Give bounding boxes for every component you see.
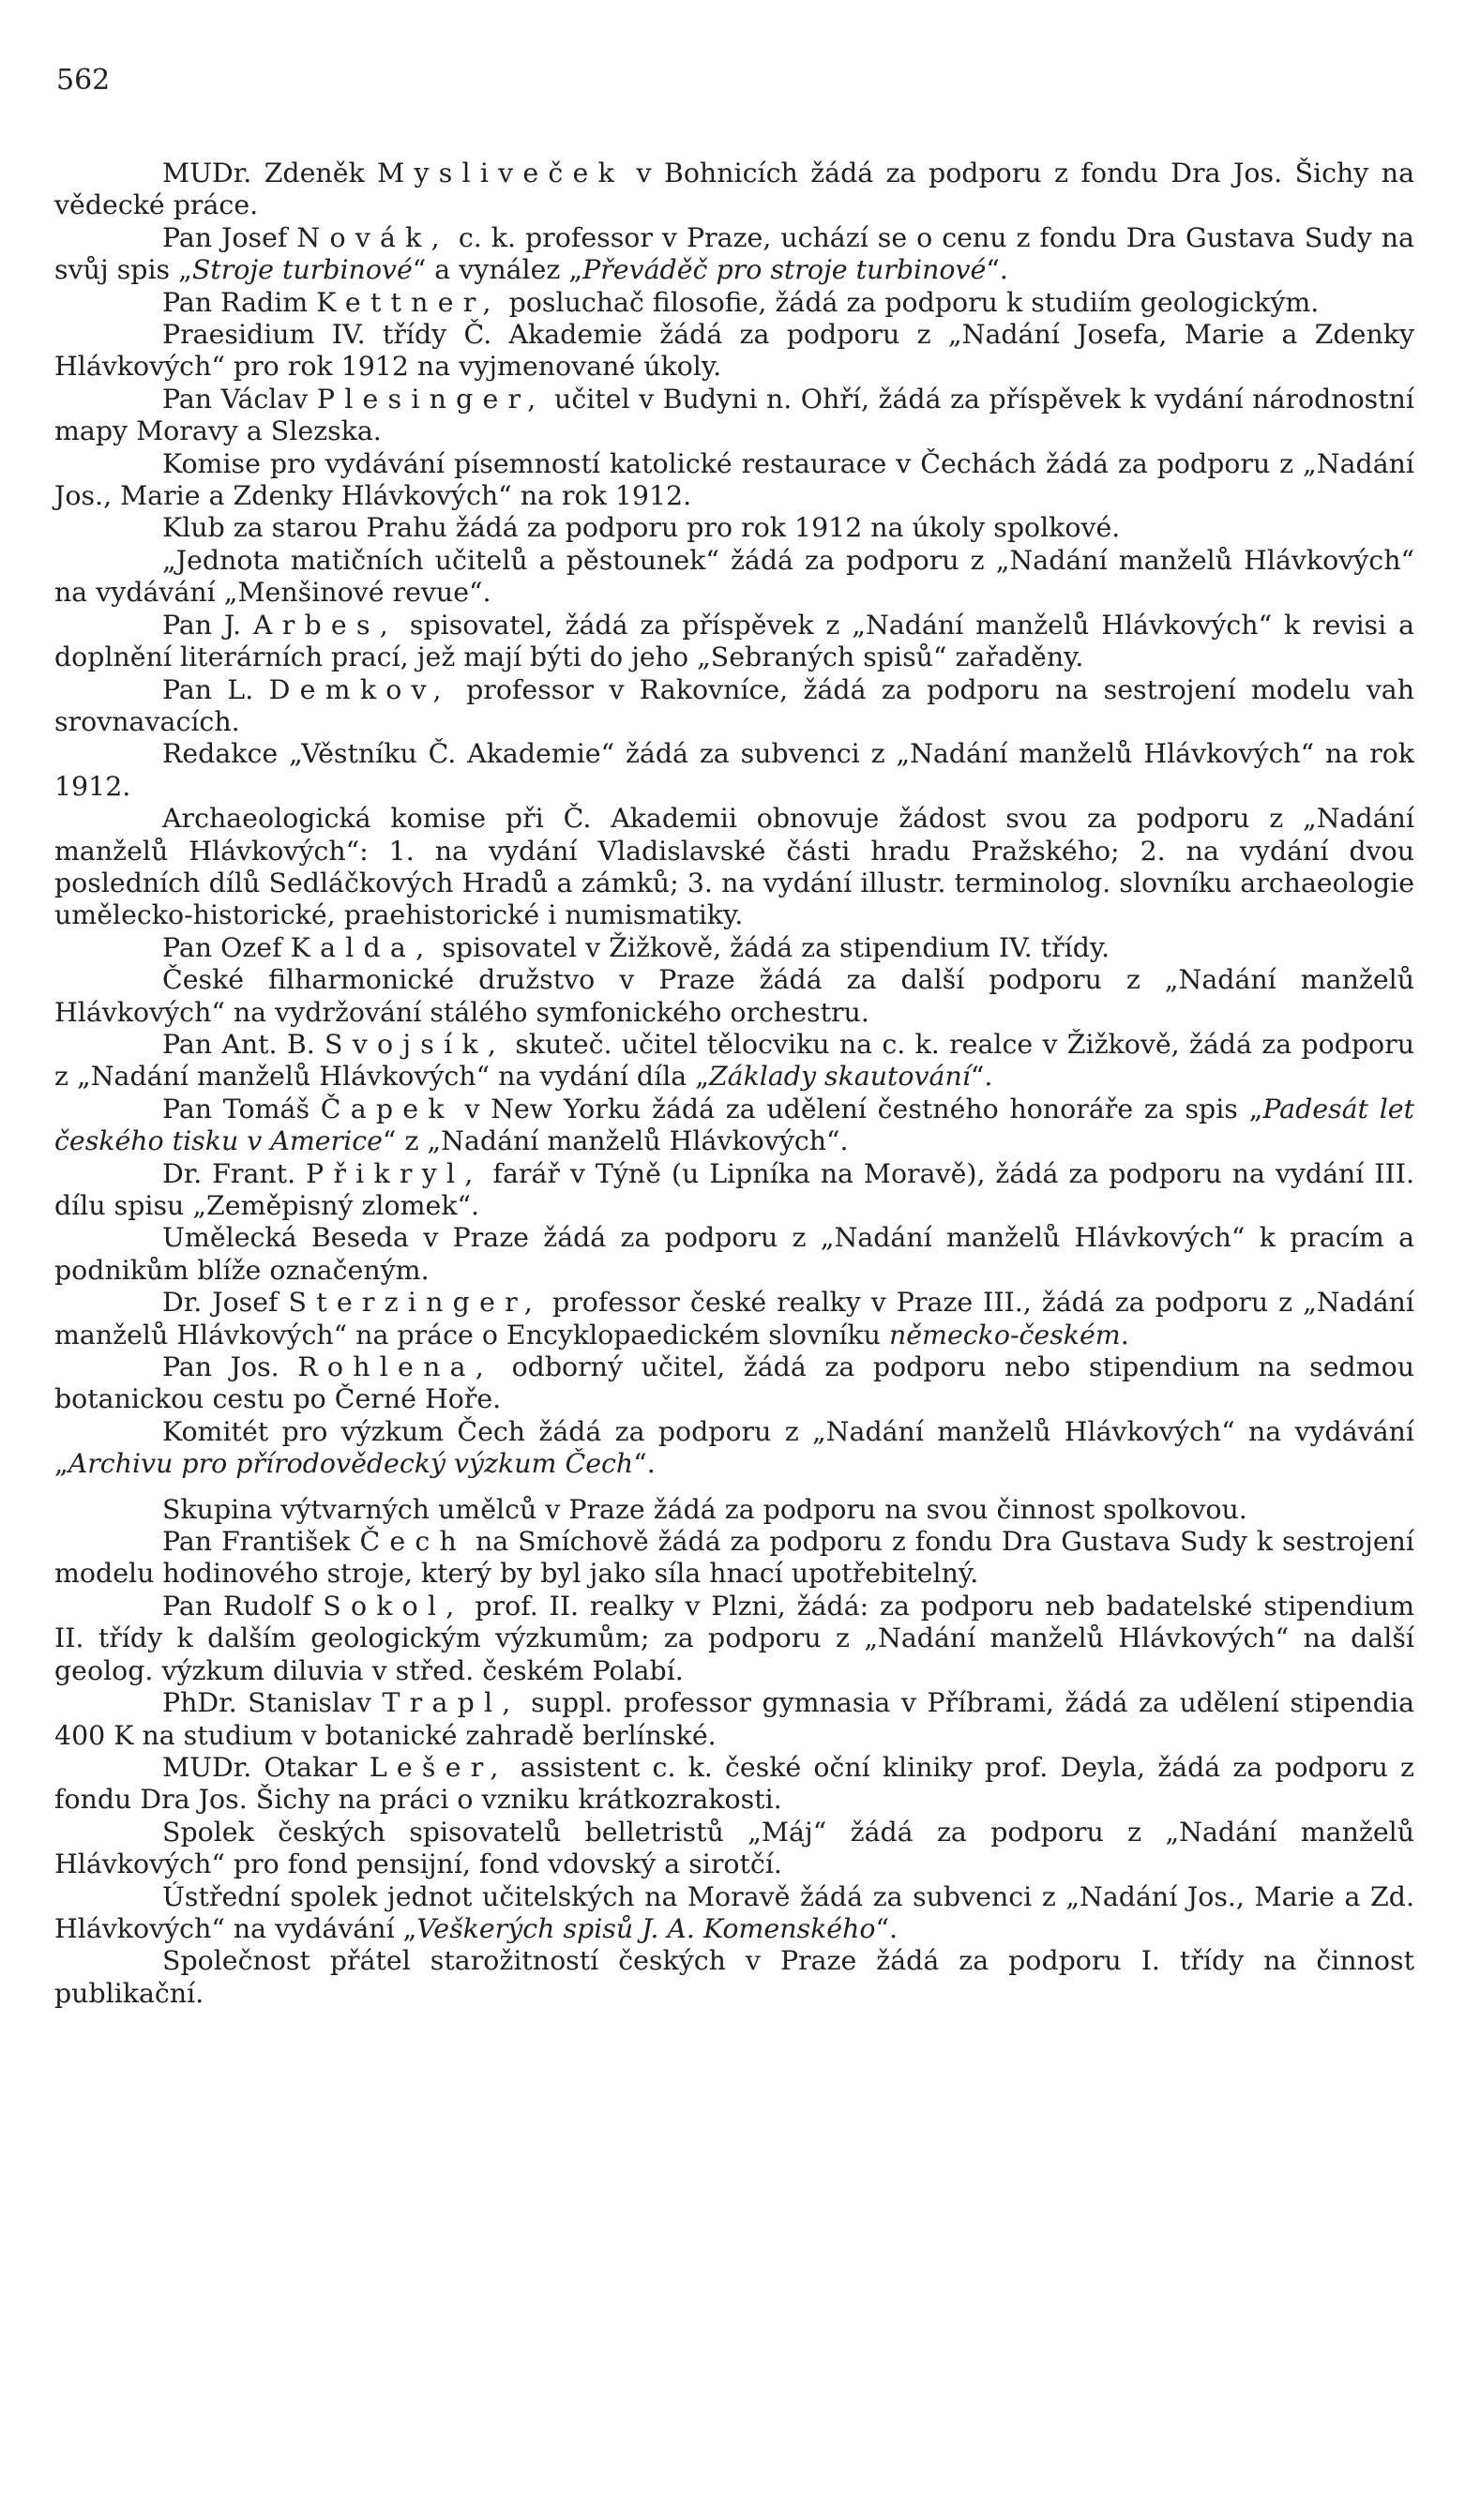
entry-italic-title: Převáděč pro stroje turbinové [582,254,987,286]
entry-text: Redakce „Věstníku Č. Akademie“ žádá za subvenci z „Nadání manželů Hlávkových“ na rok 1912. [54,738,1414,802]
entry-spaced-name: Arbes, [253,609,398,641]
entry-text: Pan L. [162,673,269,705]
entry-text: Klub za starou Prahu žádá za podporu pro rok 1912 na úkoly spolkové. [162,512,1121,544]
entry-italic-title: Archivu pro přírodovědecký výzkum Čech [68,1448,634,1480]
entry-text: Skupina výtvarných umělců v Praze žádá za podporu na svou činnost spolkovou. [162,1493,1247,1525]
page-number: 562 [56,64,111,97]
entry-text: Pan František [162,1526,360,1558]
entry-text: České filharmonické družstvo v Praze žádá za další podporu z „Nadání manželů Hlávkových“ na vydržování stálého symfonického orchestru. [54,964,1414,1028]
entry-paragraph [54,158,1414,222]
entry-spaced-name: Sokol, [323,1590,464,1622]
entry-text: Archaeologická komise při Č. Akademii obnovuje žádost svou za podporu z „Nadání manželů Hlávkových“: 1. na vydání Vladislavské části hradu Pražského; 2. na vydání dvou posledních dílů Sedláčkových Hradů a zámků; 3. na vydání illustr. terminolog. slovníku archaeologie umělecko-historické, praehistorické i numismatiky. [54,803,1414,931]
entry-italic-title: Veškerých spisů J. A. Komenského [416,1912,876,1944]
entry-text: professor v Rakovníce, žádá za podporu na sestrojení modelu vah srovnavacích. [54,673,1414,737]
entry-text: na Smíchově žádá za podporu z fondu Dra Gustava Sudy k sestrojení modelu hodinového stroje, který by byl jako síla hnací upotřebitelný. [54,1526,1414,1590]
entry-text: Pan Josef [162,221,297,253]
entry-paragraph [54,384,1414,448]
entry-paragraph [54,1287,1414,1351]
entry-text: Dr. Josef [162,1287,289,1319]
entry-spaced-name: Kalda, [290,931,434,963]
entry-paragraph [54,1817,1414,1881]
entry-spaced-name: Přikryl, [306,1157,483,1189]
entry-paragraph [54,1351,1414,1416]
entry-paragraph [54,1222,1414,1287]
entry-paragraph [54,932,1414,964]
entry-text: Pan Jos. [162,1351,298,1383]
entry-text: farář v Týně (u Lipníka na Moravě), žádá za podporu na vydání III. dílu spisu „Zeměpisný zlomek“. [54,1157,1414,1221]
entry-text: v Bohnicích žádá za podporu z fondu Dra Jos. Šichy na vědecké práce. [54,158,1414,221]
entry-text: Komitét pro výzkum Čech žádá za podporu z „Nadání manželů Hlávkových“ na vydávání „ [54,1415,1414,1480]
entry-paragraph [54,1029,1414,1094]
entry-spaced-name: Trapl, [382,1687,521,1719]
entry-paragraph [54,964,1414,1029]
entry-paragraph [54,610,1414,674]
entry-text: Pan Tomáš [162,1093,321,1124]
entry-paragraph [54,1687,1414,1752]
entry-spaced-name: Demkov, [268,673,451,705]
entry-text: “ z „Nadání manželů Hlávkových“. [382,1125,849,1157]
entry-paragraph [54,1881,1414,1946]
entry-text: “. [633,1448,656,1480]
entry-paragraph [54,512,1414,544]
entry-paragraph [54,1945,1414,2010]
entry-text: Pan Ant. B. [162,1028,325,1060]
page-body [54,158,1414,2010]
entry-paragraph [54,287,1414,319]
entry-spaced-name: Čech [359,1526,467,1558]
entry-text: prof. II. realky v Plzni, žádá: za podporu neb badatelské stipendium II. třídy k dalším geologickým výzkumům; za podporu z „Nadání manželů Hlávkových“ na další geolog. výzkum diluvia v střed. českém Polabí. [54,1590,1415,1686]
entry-text: Umělecká Beseda v Praze žádá za podporu z „Nadání manželů Hlávkových“ k pracím a podnikům blíže označeným. [54,1222,1414,1286]
entry-paragraph [54,674,1414,739]
entry-spaced-name: Rohlena, [297,1351,493,1383]
entry-text: . [1120,1319,1129,1351]
entry-paragraph [54,1752,1414,1817]
entry-text: posluchač filosofie, žádá za podporu k studiím geologickým. [500,286,1320,318]
entry-text: Pan Radim [162,286,317,318]
entry-text: “. [875,1912,899,1944]
entry-text: skuteč. učitel tělocviku na c. k. realce v Žižkově, žádá za podporu z „Nadání manželů Hlávkových“ na vydání díla „ [54,1028,1414,1093]
entry-paragraph [54,448,1414,513]
entry-spaced-name: Kettner, [316,286,501,318]
entry-text: professor české realky v Praze III., žádá za podporu z „Nadání manželů Hlávkových“ na práce o Encyklopaedickém slovníku [54,1287,1415,1351]
entry-text: Komise pro vydávání písemností katolické restaurace v Čechách žádá za podporu z „Nadání Jos., Marie a Zdenky Hlávkových“ na rok 1912. [54,447,1414,512]
entry-text: odborný učitel, žádá za podporu nebo stipendium na sedmou botanickou cestu po Černé Hoře. [54,1351,1414,1415]
entry-spaced-name: Plesinger, [316,383,546,415]
entry-paragraph [54,1494,1414,1526]
entry-text: Pan Václav [162,383,317,415]
entry-text: suppl. professor gymnasia v Příbrami, žádá za udělení stipendia 400 K na studium v botanické zahradě berlínské. [54,1687,1414,1751]
entry-text: Společnost přátel starožitností českých v Praze žádá za podporu I. třídy na činnost publikační. [54,1945,1414,2009]
entry-text: spisovatel v Žižkově, žádá za stipendium IV. třídy. [433,931,1110,963]
entry-spaced-name: Čapek [320,1093,454,1124]
entry-text: Pan Ozef [162,931,291,963]
entry-text: Ústřední spolek jednot učitelských na Moravě žádá za subvenci z „Nadání Jos., Marie a Zd. Hlávkových“ na vydávání „ [54,1880,1414,1944]
entry-text: Pan J. [162,609,253,641]
entry-paragraph [54,1158,1414,1223]
entry-text: Spolek českých spisovatelů belletristů „Máj“ žádá za podporu z „Nadání manželů Hlávkových“ pro fond pensijní, fond vdovský a sirotčí. [54,1816,1414,1880]
entry-text: MUDr. Otakar [162,1751,370,1783]
entry-paragraph [54,803,1414,932]
entry-text: učitel v Budyni n. Ohří, žádá za příspěvek k vydání národnostní mapy Moravy a Slezska. [54,383,1415,447]
entry-text: “. [986,254,1008,286]
entry-text: „Jednota matičních učitelů a pěstounek“ žádá za podporu z „Nadání manželů Hlávkových“ na vydávání „Menšinové revue“. [54,544,1414,609]
entry-text: c. k. professor v Praze, uchází se o cenu z fondu Dra Gustava Sudy na svůj spis „ [54,221,1414,286]
entry-paragraph [54,1591,1414,1687]
entry-paragraph [54,1416,1414,1481]
entry-spaced-name: Mysliveček [377,158,624,189]
entry-text: MUDr. Zdeněk [162,158,378,189]
entry-paragraph [54,1094,1414,1158]
entry-spaced-name: Svojsík, [325,1028,506,1060]
entry-italic-title: Padesát let českého tisku v Americe [54,1093,1414,1157]
entry-italic-title: německo-českém [888,1319,1121,1351]
entry-text: “. [970,1061,993,1093]
entry-text: assistent c. k. české oční kliniky prof. Deyla, žádá za podporu z fondu Dra Jos. Šichy na práci o vzniku krátkozrakosti. [54,1751,1414,1816]
entry-text: Praesidium IV. třídy Č. Akademie žádá za podporu z „Nadání Josefa, Marie a Zdenky Hlávkových“ pro rok 1912 na vyjmenované úkoly. [54,319,1414,383]
entry-paragraph [54,222,1414,287]
entry-paragraph [54,545,1414,610]
entry-spaced-name: Sterzinger, [288,1287,543,1319]
entry-text: Pan Rudolf [162,1590,324,1622]
entry-paragraph [54,319,1414,384]
entry-spaced-name: Lešer, [369,1751,508,1783]
entry-text: v New Yorku žádá za udělení čestného honoráře za spis „ [453,1093,1263,1124]
entry-text: spisovatel, žádá za příspěvek z „Nadání manželů Hlávkových“ k revisi a doplnění literárních prací, jež mají býti do jeho „Sebraných spisů“ zařaděny. [54,609,1414,673]
entry-text: PhDr. Stanislav [162,1687,383,1719]
entry-paragraph [54,1526,1414,1591]
entry-italic-title: Stroje turbinové [191,254,413,286]
entry-text: Dr. Frant. [162,1157,307,1189]
entry-spaced-name: Novák, [296,221,449,253]
entry-italic-title: Základy skautování [708,1061,971,1093]
entry-paragraph [54,738,1414,803]
entry-text: “ a vynález „ [412,254,583,286]
